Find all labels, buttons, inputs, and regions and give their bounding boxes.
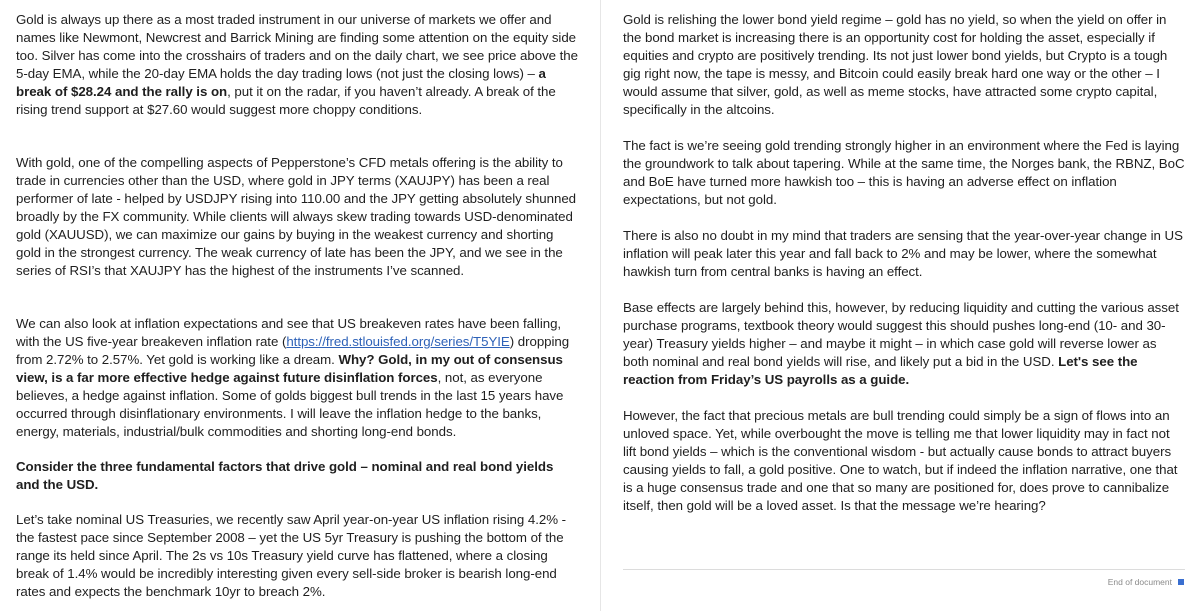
bold-text: Let's see the reaction from Friday’s US payrolls as a guide. — [623, 354, 1138, 387]
left-column — [16, 11, 578, 601]
text-run: , put it on the radar, if you haven’t already. A break of the rising trend support at $27.60 would suggest more choppy conditions. — [16, 84, 556, 117]
paragraph-treasuries: Let’s take nominal US Treasuries, we recently saw April year-on-year US inflation rising 4.2% - the fastest pace since September 2008 – yet the US 5yr Treasury is pushing the bottom of the range its held since April. The 2s vs 10s Treasury yield curve has flattened, where a closing break of 1.4% would be incredibly interesting given every sell-side broker is bearish long-end rates and expects the benchmark 10yr to breach 2%. — [16, 512, 567, 599]
text-run: Base effects are largely behind this, however, by reducing liquidity and cutting the various asset purchase programs, textbook theory would suggest this should pushes long-end (10- and 30-year) Treasury yields higher – and maybe it might – in which case gold will reverse lower as both nominal and real bond yields will rise, and likely put a bid in the USD. — [623, 300, 1179, 369]
paragraph-xaujpy: With gold, one of the compelling aspects of Pepperstone’s CFD metals offering is the ability to trade in currencies other than the USD, where gold in JPY terms (XAUJPY) has been a real performer of late - helped by USDJPY rising into 110.00 and the JPY getting absolutely shunned broadly by the FX community. While clients will always skew trading towards USD-denominated gold (XAUUSD), we can maximize our gains by buying in the weakest currency and shorting gold in the strongest currency. The weak currency of late has been the JPY, and we see in the series of RSI’s that XAUJPY has the highest of the instruments I’ve scanned. — [16, 155, 577, 278]
text-run: Gold is always up there as a most traded instrument in our universe of markets we offer and names like Newmont, Newcrest and Barrick Mining are finding some attention on the equity side too. Silver has come into the crosshairs of traders and on the daily chart, we see price above the 5-day EMA, while the 20-day EMA holds the day trading lows (not just the closing lows) – — [16, 12, 578, 81]
fred-link[interactable]: https://fred.stlouisfed.org/series/T5YIE — [286, 334, 510, 349]
bold-text: Consider the three fundamental factors that drive gold – nominal and real bond yields and the USD. — [16, 459, 554, 492]
text-run: , not, as everyone believes, a hedge against inflation. Some of golds biggest bull trends in the last 15 years have occurred through disinflationary environments. I will leave the inflation hedge to the banks, energy, materials, industrial/bulk commodities and shorting long-end bonds. — [16, 370, 564, 439]
text-run: We can also look at inflation expectations and see that US breakeven rates have been falling, with the US five-year breakeven inflation rate ( — [16, 316, 562, 349]
paragraph-silver — [16, 11, 578, 119]
paragraph-precious-metals: However, the fact that precious metals are bull trending could simply be a sign of flows into an unloved space. Yet, while overbought the move is telling me that lower liquidity may in fact not lift bond yields – which is the conventional wisdom - but actually cause bonds to attract buyers causing yields to fall, a gold positive. One to watch, but if indeed the inflation narrative, one that is a huge consensus trade and one that so many are positioned for, does prove to cannibalize itself, then gold will be a loved asset. Is that the message we’re hearing? — [623, 408, 1178, 513]
paragraph-fundamentals — [16, 458, 578, 494]
text-run: ) dropping from 2.72% to 2.57%. Yet gold is working like a dream. — [16, 334, 570, 367]
column-divider — [600, 0, 601, 611]
paragraph-fed-tapering: The fact is we’re seeing gold trending strongly higher in an environment where the Fed is laying the groundwork to talk about tapering. While at the same time, the Norges bank, the RBNZ, BoC and BoE have turned more hawkish too – this is having an adverse effect on inflation expectations, but not gold. — [623, 138, 1185, 207]
paragraph-inflation-peak: There is also no doubt in my mind that traders are sensing that the year-over-year change in US inflation will peak later this year and fall back to 2% and may be lower, where the somewhat hawkish turn from central banks is having an effect. — [623, 228, 1183, 279]
end-marker-icon — [1178, 579, 1184, 585]
paragraph-bond-yield: Gold is relishing the lower bond yield regime – gold has no yield, so when the yield on offer in the bond market is increasing there is an opportunity cost for holding the asset, especially if equities and crypto are positively trending. Its not just lower bond yields, but Crypto is a tough gig right now, the tape is messy, and Bitcoin could easily break hard one way or the other – I would assume that silver, gold, as well as meme stocks, have attracted some crypto capital, specifically in the altcoins. — [623, 12, 1168, 117]
right-column — [623, 11, 1185, 515]
paragraph-base-effects — [623, 299, 1185, 389]
footer-divider — [623, 569, 1185, 570]
paragraph-breakeven — [16, 315, 578, 441]
end-of-document-label: End of document — [1107, 577, 1172, 587]
bold-text: a break of $28.24 and the rally is on — [16, 66, 546, 99]
bold-text: Why? Gold, in my out of consensus view, is a far more effective hedge against future disinflation forces — [16, 352, 563, 385]
